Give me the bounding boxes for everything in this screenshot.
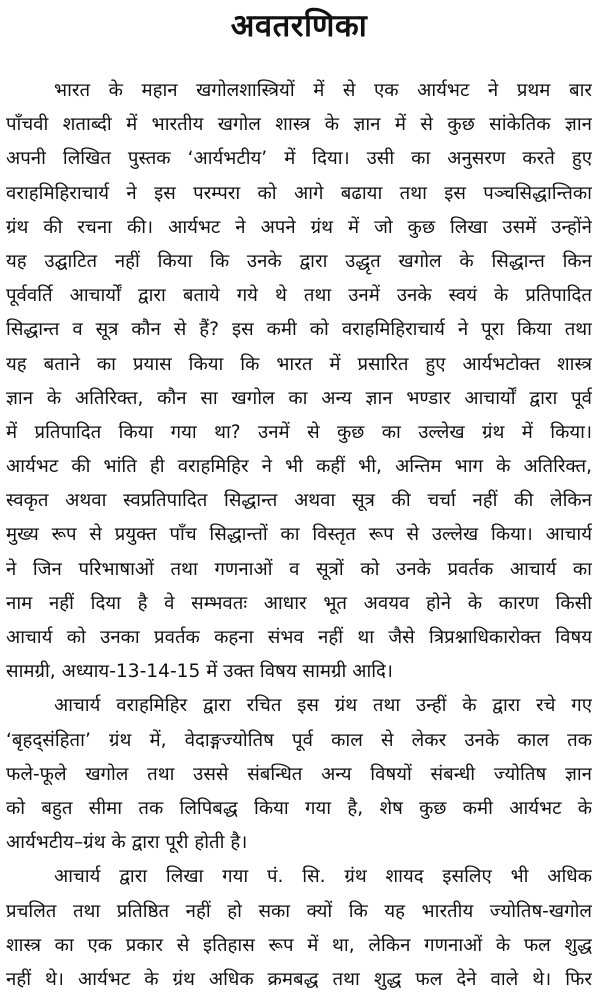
text-line: पाँचवी शताब्दी में भारतीय खगोल शास्त्र के ज्ञान में से कुछ सांकेतिक ज्ञान	[6, 114, 592, 136]
paragraph-2	[6, 689, 592, 860]
text-line: को बहुत सीमा तक लिपिबद्ध किया गया है, शेष कुछ कमी आर्यभट के	[6, 797, 592, 819]
text-line: मुख्य रूप से प्रयुक्त पाँच सिद्धान्तों का विस्तृत रूप से उल्लेख किया। आचार्य	[6, 524, 592, 546]
paragraph-3	[6, 860, 592, 997]
text-line: आचार्य वराहमिहिर द्वारा रचित इस ग्रंथ तथा उन्हीं के द्वारा रचे गए	[54, 695, 592, 717]
text-line: भारत के महान खगोलशास्त्रियों में से एक आर्यभट ने प्रथम बार	[54, 80, 592, 101]
body-text	[6, 74, 592, 997]
text-line: वराहमिहिराचार्य ने इस परम्परा को आगे बढाया तथा इस पञ्चसिद्धान्तिका	[6, 182, 592, 204]
text-line: पूर्ववर्ति आचार्यों द्वारा बताये गये थे तथा उनमें उनके स्वयं के प्रतिपादित	[6, 285, 592, 307]
text-line: अपनी लिखित पुस्तक ‘आर्यभटीय’ में दिया। उसी का अनुसरण करते हुए	[6, 148, 592, 170]
text-line: स्वकृत अथवा स्वप्रतिपादित सिद्धान्त अथवा सूत्र की चर्चा नहीं की लेकिन	[6, 490, 592, 512]
text-line: नाम नहीं दिया है वे सम्भवतः आधार भूत अवयव होने के कारण किसी	[6, 592, 592, 614]
text-line: सिद्धान्त व सूत्र कौन से हैं? इस कमी को वराहमिहिराचार्य ने पूरा किया तथा	[6, 319, 592, 341]
text-line: ग्रंथ की रचना की। आर्यभट ने अपने ग्रंथ में जो कुछ लिखा उसमें उन्होंने	[6, 216, 592, 238]
text-line: यह उद्घाटित नहीं किया कि उनके द्वारा उद्धृत खगोल के सिद्धान्त किन	[6, 250, 592, 272]
text-line: प्रचलित तथा प्रतिष्ठित नहीं हो सका क्यों कि यह भारतीय ज्योतिष-खगोल	[6, 900, 592, 922]
text-line: फले-फूले खगोल तथा उससे संबन्धित अन्य विषयों संबन्धी ज्योतिष ज्ञान	[6, 763, 592, 785]
text-line: आचार्य द्वारा लिखा गया पं. सि. ग्रंथ शायद इसलिए भी अधिक	[54, 866, 592, 888]
text-line: शास्त्र का एक प्रकार से इतिहास रूप में था, लेकिन गणनाओं के फल शुद्ध	[6, 934, 592, 956]
text-line: ‘बृहद्संहिता’ ग्रंथ में, वेदाङ्गज्योतिष पूर्व काल से लेकर उनके काल तक	[6, 729, 592, 751]
text-line: आचार्य को उनका प्रवर्तक कहना संभव नहीं था जैसे त्रिप्रश्नाधिकारोक्त विषय	[6, 627, 592, 648]
text-line: ने जिन परिभाषाओं तथा गणनाओं व सूत्रों को उनके प्रवर्तक आचार्य का	[6, 558, 592, 580]
paragraph-1	[6, 74, 592, 689]
text-line: ज्ञान के अतिरिक्त, कौन सा खगोल का अन्य ज्ञान भण्डार आचार्यों द्वारा पूर्व	[6, 387, 592, 409]
text-line: में प्रतिपादित किया गया था? उनमें से कुछ का उल्लेख ग्रंथ में किया।	[6, 421, 592, 443]
text-line: आर्यभटीय–ग्रंथ के द्वारा पूरी होती है।	[6, 832, 248, 854]
text-line: यह बताने का प्रयास किया कि भारत में प्रसारित हुए आर्यभटोक्त शास्त्र	[6, 353, 592, 375]
text-line: सामग्री, अध्याय-13-14-15 में उक्त विषय सामग्री आदि।	[6, 661, 393, 683]
text-line: नहीं थे। आर्यभट के ग्रंथ अधिक क्रमबद्ध तथा शुद्ध फल देने वाले थे। फिर	[6, 968, 592, 990]
page-title: अवतरणिका	[230, 8, 368, 44]
text-line: आर्यभट की भांति ही वराहमिहिर ने भी कहीं भी, अन्तिम भाग के अतिरिक्त,	[6, 456, 592, 478]
